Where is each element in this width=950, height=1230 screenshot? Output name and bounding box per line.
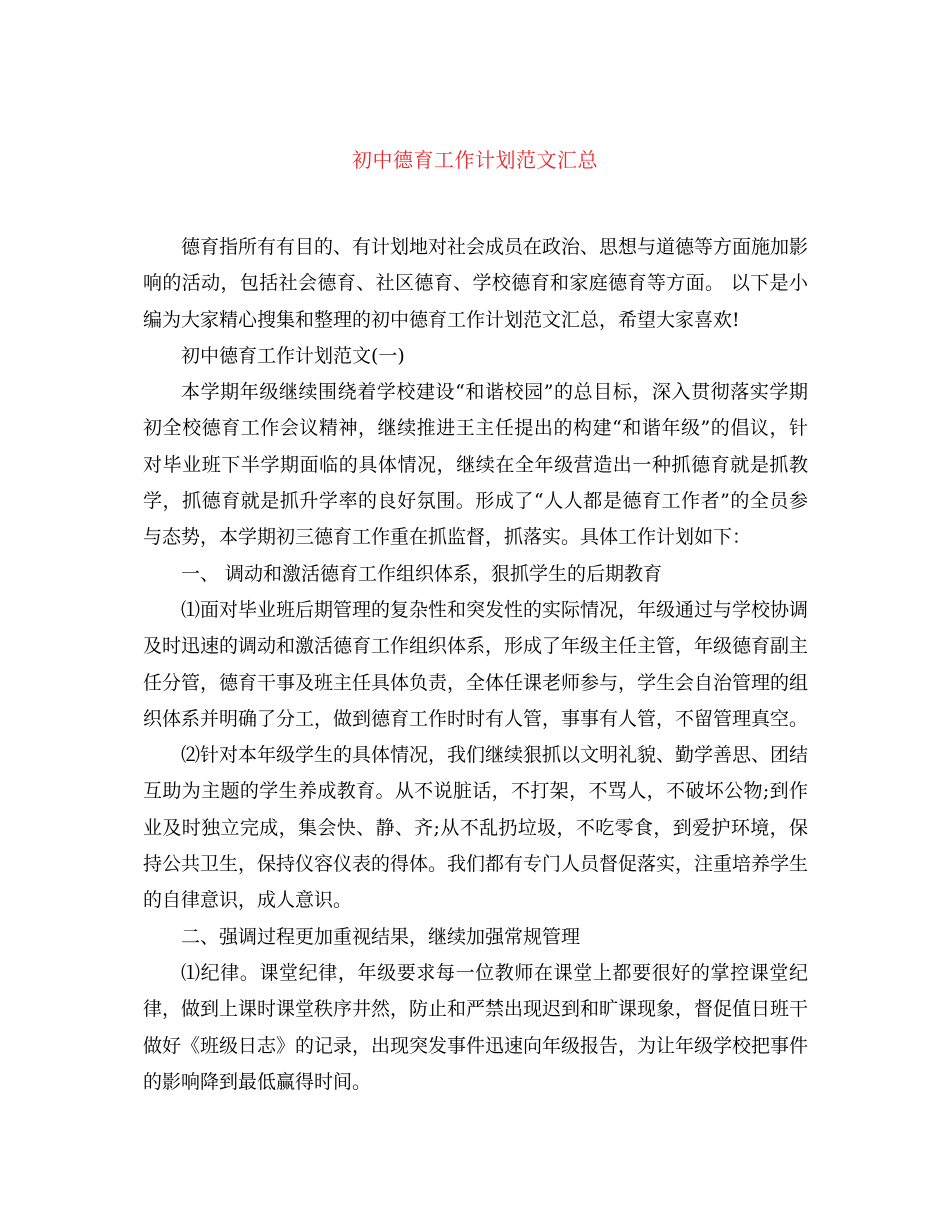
document-body bbox=[143, 229, 808, 1100]
section-heading-one: 一、 调动和激活德育工作组织体系，狠抓学生的后期教育 bbox=[181, 562, 663, 585]
item-paragraph-1: ⑴面对毕业班后期管理的复杂性和突发性的实际情况，年级通过与学校协调及时迅速的调动和激活德育工作组织体系，形成了年级主任主管，年级德育副主任分管，德育干事及班主任具体负责，全体任课老师参与，学生会自治管理的组织体系并明确了分工，做到德育工作时时有人管，事事有人管，不留管理真空。 bbox=[143, 598, 809, 730]
document-title: 初中德育工作计划范文汇总 bbox=[352, 148, 598, 172]
discipline-paragraph: ⑴纪律。课堂纪律，年级要求每一位教师在课堂上都要很好的掌控课堂纪律，做到上课时课堂秩序井然，防止和严禁出现迟到和旷课现象，督促值日班干做好《班级日志》的记录，出现突发事件迅速向年级报告，为让年级学校把事件的影响降到最低赢得时间。 bbox=[143, 961, 809, 1093]
section-heading-two: 二、强调过程更加重视结果，继续加强常规管理 bbox=[181, 925, 581, 948]
section-heading-sample-one: 初中德育工作计划范文(一) bbox=[181, 344, 405, 367]
intro-paragraph: 德育指所有有目的、有计划地对社会成员在政治、思想与道德等方面施加影响的活动，包括社会德育、社区德育、学校德育和家庭德育等方面。 以下是小编为大家精心搜集和整理的初中德育工作计划范文汇总，希望大家喜欢! bbox=[143, 236, 809, 331]
overview-paragraph: 本学期年级继续围绕着学校建设“和谐校园”的总目标，深入贯彻落实学期初全校德育工作会议精神，继续推进王主任提出的构建“和谐年级”的倡议，针对毕业班下半学期面临的具体情况，继续在全年级营造出一种抓德育就是抓教学，抓德育就是抓升学率的良好氛围。形成了“人人都是德育工作者”的全员参与态势，本学期初三德育工作重在抓监督，抓落实。具体工作计划如下： bbox=[143, 381, 808, 549]
item-paragraph-2: ⑵针对本年级学生的具体情况，我们继续狠抓以文明礼貌、勤学善思、团结互助为主题的学生养成教育。从不说脏话，不打架，不骂人，不破坏公物;到作业及时独立完成，集会快、静、齐;从不乱扔垃圾，不吃零食，到爱护环境，保持公共卫生，保持仪容仪表的得体。我们都有专门人员督促落实，注重培养学生的自律意识，成人意识。 bbox=[143, 744, 809, 912]
